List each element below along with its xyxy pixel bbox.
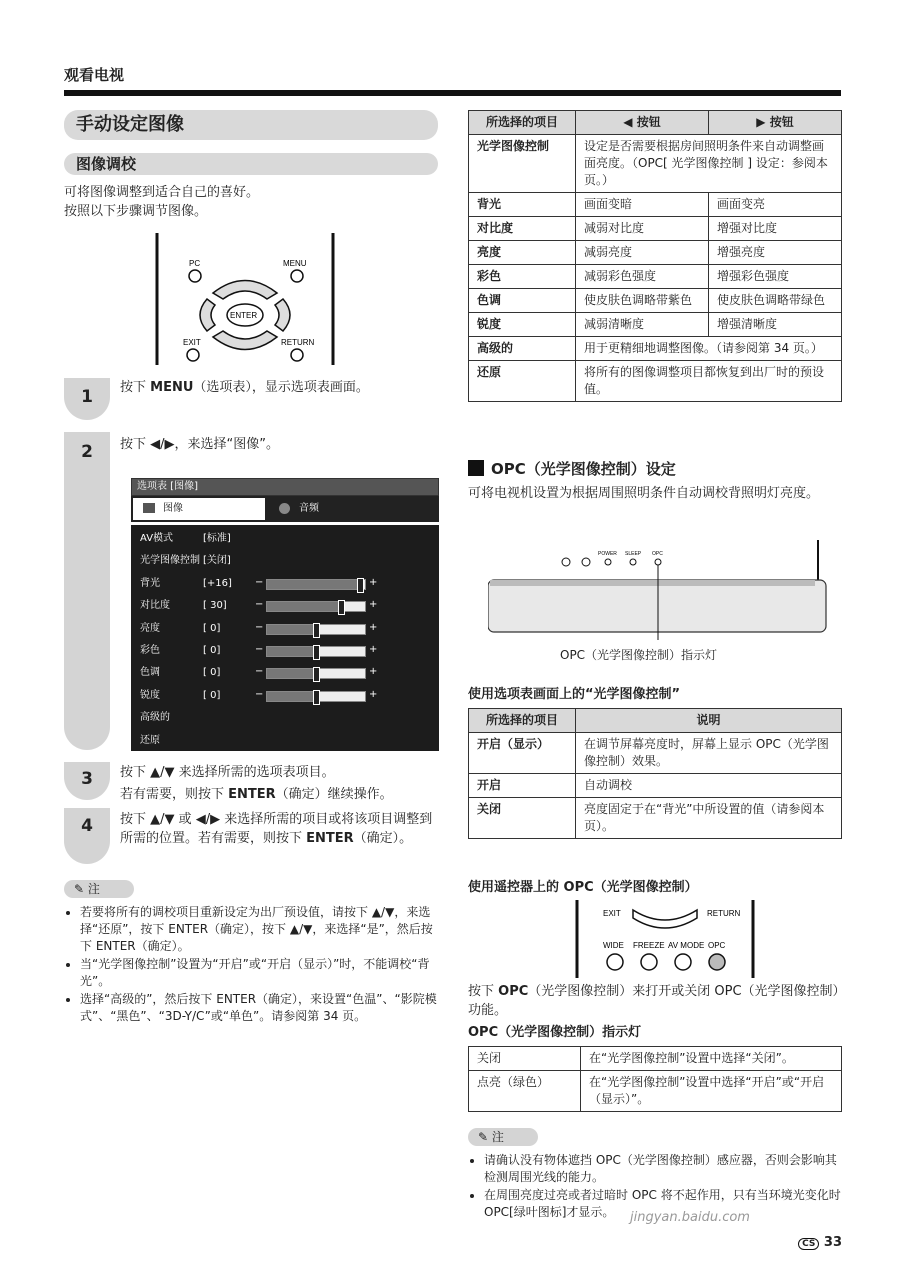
avmode-button: [675, 954, 691, 970]
adjust-slider[interactable]: [266, 624, 366, 635]
row-right-effect: 使皮肤色调略带绿色: [709, 289, 842, 313]
col-header-item: 所选择的项目: [469, 709, 576, 733]
step-4-text: [120, 810, 440, 848]
pc-label: PC: [189, 259, 201, 268]
indicator-table: [468, 1046, 842, 1112]
row-item: 色调: [469, 289, 576, 313]
opc-description: 可将电视机设置为根据周围照明条件自动调校背照明灯亮度。: [468, 486, 820, 501]
return-label: RETURN: [281, 338, 315, 347]
menu-item-label[interactable]: AV模式: [140, 533, 174, 544]
table-row: [469, 733, 842, 774]
menu-item-value: [ 0]: [203, 667, 221, 679]
step-1-suffix: （选项表），显示选项表画面。: [193, 380, 369, 395]
menu-body: [131, 525, 439, 751]
menu-item-label[interactable]: 彩色: [140, 645, 160, 656]
note-item: • 若要将所有的调校项目重新设定为出厂预设值，请按下 ▲/▼，来选择“还原”，按下 ENTER（确定），按下 ▲/▼，来选择“是”，然后按下 ENTER（确定）。: [80, 904, 440, 955]
note-label: 注: [491, 1130, 504, 1144]
menu-item-label[interactable]: 背光: [140, 577, 160, 589]
row-right-effect: 增强彩色强度: [709, 265, 842, 289]
press-prefix: 按下: [468, 984, 499, 999]
step-4-key: ENTER: [306, 831, 354, 846]
section-square-icon: [468, 460, 484, 476]
step-3-line-1: 按下 ▲/▼ 来选择所需的选项表项目。: [120, 765, 335, 780]
col-header-item: 所选择的项目: [469, 111, 576, 135]
step-3-bar: [64, 762, 110, 800]
exit-label: EXIT: [183, 338, 201, 347]
step-3-suffix: （确定）继续操作。: [275, 787, 393, 802]
row-item: 锐度: [469, 313, 576, 337]
return-button: [291, 349, 303, 361]
table-row: [469, 217, 842, 241]
opc-indicator-lamp: [655, 559, 661, 565]
step-4-prefix: 按下 ▲/▼ 或 ◀/▶ 来选择所需的项目或将该项目调整到所需的位置。若有需要，则按下: [120, 812, 433, 846]
power-label: POWER: [598, 551, 617, 557]
left-button: [200, 299, 215, 331]
table-row: [469, 774, 842, 798]
press-key: OPC: [498, 984, 529, 999]
slider-knob[interactable]: [313, 623, 320, 638]
row-left-effect: 减弱对比度: [576, 217, 709, 241]
minus-icon: −: [255, 666, 264, 678]
table-row: [469, 289, 842, 313]
row-item: 关闭: [469, 798, 576, 839]
remote-control-illustration: [155, 233, 335, 365]
minus-icon: −: [255, 621, 264, 633]
slider-fill: [267, 692, 316, 701]
minus-icon: −: [255, 644, 264, 655]
menu-item-label[interactable]: 亮度: [140, 622, 160, 634]
menu-item-label[interactable]: 锐度: [140, 689, 160, 701]
table-row: [469, 265, 842, 289]
table-row: [469, 193, 842, 217]
tab-picture-label: 图像: [163, 503, 183, 514]
menu-item-label[interactable]: 色调: [140, 667, 160, 679]
row-right-effect: 增强清晰度: [709, 313, 842, 337]
opc-menu-table: [468, 708, 842, 839]
sleep-label: SLEEP: [625, 551, 642, 557]
step-1-number: 1: [81, 387, 93, 407]
slider-knob[interactable]: [357, 578, 364, 593]
lang-badge: CS: [798, 1238, 819, 1250]
plus-icon: +: [369, 688, 378, 700]
slider-knob[interactable]: [313, 645, 320, 660]
row-right-effect: 增强亮度: [709, 241, 842, 265]
adjust-slider[interactable]: [266, 691, 366, 702]
intro: [64, 183, 259, 221]
row-item: 还原: [469, 361, 576, 402]
step-3-number: 3: [81, 769, 93, 789]
step-2-bar: [64, 432, 110, 750]
intro-line-2: 按照以下步骤调节图像。: [64, 204, 208, 219]
enter-label: ENTER: [230, 311, 258, 320]
right-button: [275, 299, 290, 331]
note-item: • 选择“高级的”，然后按下 ENTER（确定），来设置“色温”、“影院模式”、“黑色”、“3D-Y/C”或“单色”。请参阅第 34 页。: [80, 991, 440, 1025]
press-suffix: （光学图像控制）来打开或关闭 OPC（光学图像控制）功能。: [468, 984, 840, 1018]
minus-icon: −: [255, 576, 264, 588]
intro-line-1: 可将图像调整到适合自己的喜好。: [64, 185, 260, 200]
step-4-number: 4: [81, 816, 93, 836]
row-description: 将所有的图像调整项目都恢复到出厂时的预设值。: [576, 361, 842, 402]
row-description: 在“光学图像控制”设置中选择“开启”或“开启（显示）”。: [581, 1071, 842, 1112]
menu-item-value: [ 0]: [203, 622, 221, 634]
table-row: [469, 135, 842, 193]
opc-press-text: [468, 982, 842, 1020]
page-number: [798, 1235, 842, 1250]
exit-label: EXIT: [603, 909, 621, 918]
slider-fill: [267, 669, 316, 678]
row-description: 用于更精细地调整图像。（请参阅第 34 页。）: [576, 337, 842, 361]
row-state: 关闭: [469, 1047, 581, 1071]
freeze-button: [641, 954, 657, 970]
row-item: 对比度: [469, 217, 576, 241]
opc-label: OPC: [652, 551, 663, 557]
row-left-effect: 使皮肤色调略带紫色: [576, 289, 709, 313]
row-item: 开启（显示）: [469, 733, 576, 774]
row-description: 自动调校: [576, 774, 842, 798]
slider-fill: [267, 580, 360, 589]
menu-item-value: [标准]: [203, 533, 231, 544]
menu-item-label[interactable]: 高级的: [140, 712, 170, 724]
table-row: [469, 1047, 842, 1071]
plus-icon: +: [369, 621, 378, 633]
slider-knob[interactable]: [313, 667, 320, 682]
note-item: • 在周围亮度过亮或者过暗时 OPC 将不起作用，只有当环境光变化时OPC[绿叶图标]才显示。: [484, 1187, 842, 1221]
table-row: [469, 337, 842, 361]
row-left-effect: 减弱亮度: [576, 241, 709, 265]
menu-item-value: [ 0]: [203, 689, 221, 701]
note-item: • 请确认没有物体遮挡 OPC（光学图像控制）感应器，否则会影响其检测周围光线的能力。: [484, 1152, 842, 1186]
row-description: 在调节屏幕亮度时，屏幕上显示 OPC（光学图像控制）效果。: [576, 733, 842, 774]
step-2-text: 按下 ◀/▶，来选择“图像”。: [120, 437, 279, 452]
tab-audio[interactable]: [271, 496, 319, 522]
slider-knob[interactable]: [338, 600, 345, 615]
adjust-slider[interactable]: [266, 601, 366, 612]
menu-tabs: [131, 496, 439, 522]
minus-icon: −: [255, 688, 264, 700]
row-left-effect: 减弱清晰度: [576, 313, 709, 337]
slider-fill: [267, 625, 316, 634]
step-3-key: ENTER: [228, 787, 276, 802]
table-row: [469, 241, 842, 265]
menu-item-value: [+16]: [203, 577, 232, 589]
speaker-icon: [279, 503, 290, 514]
slider-fill: [267, 647, 316, 656]
menu-item-label[interactable]: 对比度: [140, 600, 170, 612]
down-button: [633, 910, 697, 928]
adjust-slider[interactable]: [266, 579, 366, 590]
exit-button: [187, 349, 199, 361]
menu-item-value: [关闭]: [203, 555, 231, 567]
onscreen-menu: [131, 478, 439, 750]
step-4-bar: [64, 808, 110, 864]
row-item: 背光: [469, 193, 576, 217]
step-1-bar: [64, 378, 110, 420]
note-tag-right: [468, 1128, 538, 1146]
adjust-slider[interactable]: [266, 668, 366, 679]
menu-item-value: [ 30]: [203, 600, 227, 612]
note-label: 注: [87, 882, 100, 896]
return-label: RETURN: [707, 909, 741, 918]
step-2-number: 2: [81, 442, 93, 462]
step-1-text: [120, 378, 440, 397]
row-item: 开启: [469, 774, 576, 798]
table-row: [469, 361, 842, 402]
notes-left: [64, 904, 440, 1026]
row-item: 亮度: [469, 241, 576, 265]
remote-opc-heading: 使用遥控器上的 OPC（光学图像控制）: [468, 880, 698, 895]
note-item: • 当“光学图像控制”设置为“开启”或“开启（显示）”时，不能调校“背光”。: [80, 956, 440, 990]
plus-icon: +: [369, 576, 378, 588]
plus-icon: +: [369, 666, 378, 678]
remote-opc-illustration: [575, 900, 755, 978]
header-rule: [64, 90, 841, 96]
step-3-prefix: 若有需要，则按下: [120, 787, 229, 802]
opc-button: [709, 954, 725, 970]
adjustment-table: [468, 110, 842, 402]
table-row: [469, 798, 842, 839]
adjust-slider[interactable]: [266, 646, 366, 657]
pencil-icon: ✎: [478, 1130, 492, 1144]
col-header-left: ◀ 按钮: [576, 111, 709, 135]
row-state: 点亮（绿色）: [469, 1071, 581, 1112]
row-right-effect: 增强对比度: [709, 217, 842, 241]
menu-opc-heading: 使用选项表画面上的“光学图像控制”: [468, 687, 681, 702]
plus-icon: +: [369, 644, 378, 655]
row-left-effect: 减弱彩色强度: [576, 265, 709, 289]
step-3-text: [120, 762, 450, 806]
menu-item-value: [ 0]: [203, 645, 221, 656]
table-row: [469, 1071, 842, 1112]
row-right-effect: 画面变亮: [709, 193, 842, 217]
menu-top-bar: 选项表 [图像]: [131, 478, 439, 496]
pc-button: [189, 270, 201, 282]
row-item: 彩色: [469, 265, 576, 289]
wide-button: [607, 954, 623, 970]
indicator-heading: OPC（光学图像控制）指示灯: [468, 1025, 642, 1040]
watermark: jingyan.baidu.com: [630, 1210, 750, 1225]
menu-item-label[interactable]: 还原: [140, 734, 160, 746]
row-description: 亮度固定于在“背光”中所设置的值（请参阅本页）。: [576, 798, 842, 839]
step-4-suffix: （确定）。: [353, 831, 413, 846]
up-button: [213, 281, 277, 300]
pencil-icon: ✎: [74, 882, 88, 896]
tab-picture[interactable]: [133, 498, 265, 520]
note-tag-left: [64, 880, 134, 898]
step-1-prefix: 按下: [120, 380, 151, 395]
picture-icon: [143, 503, 155, 513]
tv-front-illustration: [488, 540, 828, 640]
opc-title: OPC（光学图像控制）设定: [491, 460, 676, 478]
row-item: 光学图像控制: [469, 135, 576, 193]
row-left-effect: 画面变暗: [576, 193, 709, 217]
indicator-caption: OPC（光学图像控制）指示灯: [560, 648, 718, 662]
step-1-key: MENU: [150, 380, 194, 395]
menu-label: MENU: [283, 259, 307, 268]
tab-audio-label: 音频: [299, 503, 319, 514]
opc-key-label: OPC: [708, 941, 726, 950]
plus-icon: +: [369, 599, 378, 611]
menu-item-label[interactable]: 光学图像控制: [140, 555, 200, 567]
subsection-title: 图像调校: [64, 153, 438, 175]
page-header: 观看电视: [64, 66, 125, 84]
down-button: [213, 331, 277, 350]
slider-knob[interactable]: [313, 690, 320, 705]
col-header-right: ▶ 按钮: [709, 111, 842, 135]
row-item: 高级的: [469, 337, 576, 361]
freeze-label: FREEZE: [633, 941, 665, 950]
section-title: 手动设定图像: [64, 110, 438, 140]
table-row: [469, 313, 842, 337]
step-3-line-2: [120, 784, 450, 806]
row-description: 在“光学图像控制”设置中选择“关闭”。: [581, 1047, 842, 1071]
menu-button: [291, 270, 303, 282]
row-description: 设定是否需要根据房间照明条件来自动调整画面亮度。（OPC[ 光学图像控制 ] 设定：参阅本页。）: [576, 135, 842, 193]
page-number-value: 33: [823, 1235, 842, 1250]
slider-fill: [267, 602, 341, 611]
col-header-desc: 说明: [576, 709, 842, 733]
wide-label: WIDE: [603, 941, 624, 950]
minus-icon: −: [255, 599, 264, 611]
avmode-label: AV MODE: [668, 941, 705, 950]
